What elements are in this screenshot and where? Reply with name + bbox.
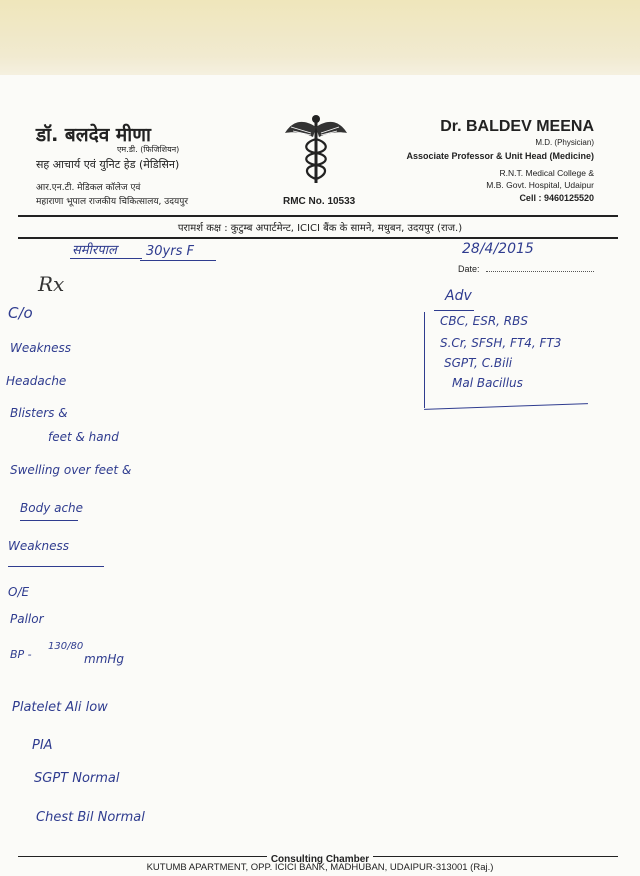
college-line-1-english: R.N.T. Medical College &	[499, 168, 594, 178]
college-line-2-english: M.B. Govt. Hospital, Udaipur	[486, 180, 594, 190]
caduceus-icon	[283, 113, 349, 185]
doctor-name-hindi: डॉ. बलदेव मीणा	[36, 124, 151, 146]
exam-bp-value: 130/80	[48, 641, 84, 652]
cell-number: Cell : 9460125520	[519, 193, 594, 203]
date-value: 28/4/2015	[462, 241, 534, 257]
doctor-degree-english: M.D. (Physician)	[535, 138, 594, 147]
footer-label: Consulting Chamber	[267, 854, 373, 865]
complaint-7-underline	[8, 566, 104, 567]
exam-bp-unit: mmHg	[84, 652, 125, 666]
exam-line-2: PIA	[32, 738, 53, 753]
exam-pallor: Pallor	[10, 612, 44, 626]
patient-name: समीरपाल	[72, 243, 117, 258]
complaint-6-underline	[20, 520, 78, 521]
footer-address: KUTUMB APARTMENT, OPP. ICICI BANK, MADHUBAN, UDAIPUR-313001 (Raj.)	[146, 862, 494, 873]
doctor-name-english: Dr. BALDEV MEENA	[440, 118, 594, 135]
investigation-3: SGPT, C.Bili	[444, 356, 513, 370]
exam-line-4: Chest Bil Normal	[36, 810, 145, 825]
rx-symbol: Rx	[38, 272, 65, 296]
investigation-2: S.Cr, SFSH, FT4, FT3	[440, 336, 562, 350]
scan-top-strip	[0, 0, 640, 80]
complaint-4: feet & hand	[48, 430, 119, 444]
investigations-heading-underline	[434, 310, 474, 311]
complaint-7: Weakness	[8, 539, 70, 553]
exam-bp-label: BP -	[10, 648, 32, 661]
college-line-2-hindi: महाराणा भूपाल राजकीय चिकित्सालय, उदयपुर	[36, 197, 188, 207]
date-dotted-line	[486, 271, 594, 272]
doctor-designation-hindi: सह आचार्य एवं युनिट हेड (मेडिसिन)	[36, 158, 180, 171]
college-line-1-hindi: आर.एन.टी. मेडिकल कॉलेज एवं	[36, 183, 141, 193]
doctor-degree-hindi: एम.डी. (फिजिशियन)	[117, 145, 180, 154]
complaint-1: Weakness	[10, 341, 72, 355]
rmc-number: RMC No. 10533	[283, 196, 356, 207]
patient-age-underline	[140, 260, 216, 261]
consult-bar-hindi: परामर्श कक्ष : कुटुम्ब अपार्टमेन्ट, ICICI बैंक के सामने, मधुबन, उदयपुर (राज.)	[177, 223, 463, 234]
investigation-1: CBC, ESR, RBS	[440, 314, 528, 328]
header-rule-bottom	[18, 237, 618, 239]
header-rule-top	[18, 215, 618, 217]
doctor-designation-english: Associate Professor & Unit Head (Medicine)	[406, 151, 594, 161]
complaints-heading: C/o	[8, 304, 33, 322]
date-label: Date:	[458, 264, 480, 274]
complaint-5: Swelling over feet &	[10, 463, 132, 477]
complaint-3: Blisters &	[10, 406, 68, 420]
investigation-4: Mal Bacillus	[452, 376, 523, 390]
investigations-bracket	[424, 312, 425, 408]
investigations-heading: Adv	[445, 288, 472, 304]
patient-name-underline	[70, 258, 142, 259]
exam-line-1: Platelet Ali low	[12, 700, 108, 715]
exam-heading: O/E	[8, 585, 30, 599]
complaint-2: Headache	[6, 374, 67, 388]
complaint-6: Body ache	[20, 501, 84, 515]
patient-age-sex: 30yrs F	[146, 244, 194, 259]
exam-line-3: SGPT Normal	[34, 771, 120, 786]
